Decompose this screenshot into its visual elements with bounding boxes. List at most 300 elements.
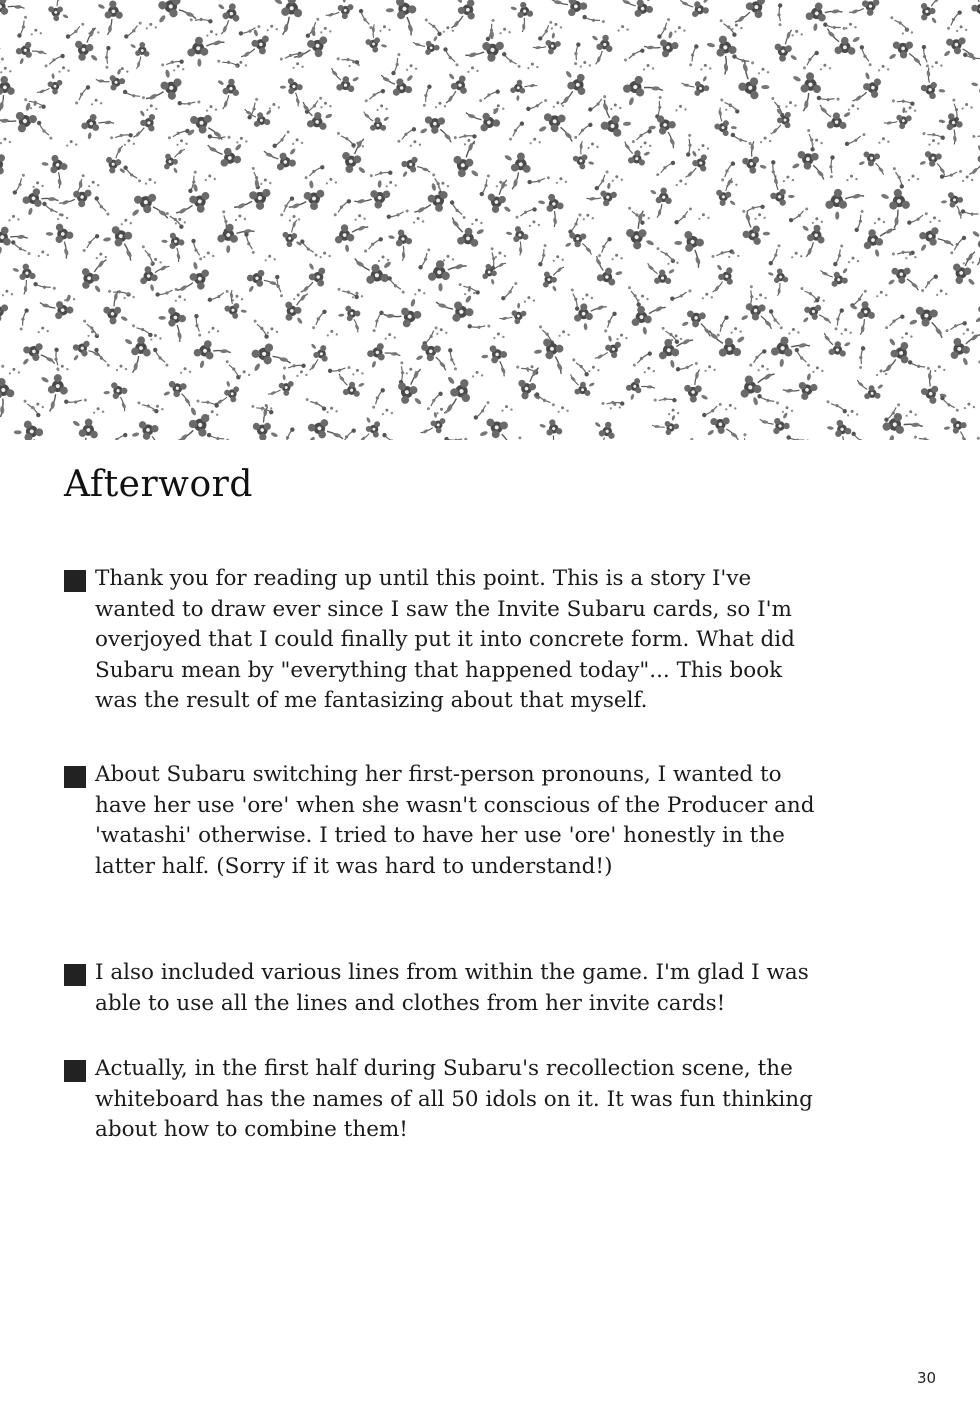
dot-motif	[146, 104, 157, 111]
flower-motif	[6, 259, 41, 295]
dot-motif	[320, 252, 331, 259]
dot-motif	[791, 252, 802, 259]
flower-motif	[705, 415, 738, 440]
flower-motif	[11, 36, 46, 70]
sprig-motif	[976, 429, 980, 440]
sprig-motif	[413, 248, 437, 270]
flower-motif	[0, 31, 1, 71]
sprig-motif	[66, 23, 85, 39]
flower-motif	[843, 296, 881, 335]
sprig-motif	[7, 173, 31, 195]
flower-motif	[735, 0, 766, 26]
flower-motif	[242, 265, 279, 299]
flower-motif	[40, 219, 81, 258]
flower-motif	[730, 60, 776, 104]
sprig-motif	[939, 163, 962, 185]
dot-motif	[146, 23, 157, 30]
sprig-motif	[304, 163, 324, 181]
dot-motif	[702, 293, 713, 300]
sprig-motif	[397, 127, 416, 143]
sprig-motif	[789, 207, 808, 224]
flower-motif	[338, 138, 374, 179]
flower-motif	[770, 30, 805, 67]
dot-motif	[9, 368, 20, 375]
dot-motif	[640, 141, 651, 148]
dot-motif	[293, 62, 304, 69]
flower-motif	[394, 369, 431, 410]
sprig-motif	[225, 360, 242, 379]
dot-motif	[31, 29, 42, 36]
flower-motif	[449, 141, 488, 184]
dot-motif	[33, 181, 44, 188]
flower-motif	[184, 112, 222, 145]
dot-motif	[529, 220, 540, 227]
dot-motif	[173, 65, 184, 72]
sprig-motif	[711, 243, 734, 265]
dot-motif	[705, 365, 716, 372]
dot-motif	[0, 67, 11, 74]
sprig-motif	[720, 18, 737, 38]
dot-motif	[756, 294, 767, 301]
sprig-motif	[624, 46, 645, 65]
sprig-motif	[786, 427, 810, 440]
dot-motif	[207, 410, 218, 417]
flower-motif	[162, 380, 193, 406]
dot-motif	[841, 328, 852, 335]
sprig-motif	[890, 13, 910, 35]
flower-motif	[98, 291, 136, 330]
dot-motif	[180, 367, 191, 374]
dot-motif	[755, 213, 766, 220]
sprig-motif	[189, 8, 213, 32]
flower-motif	[0, 290, 12, 329]
sprig-motif	[633, 351, 652, 367]
sprig-motif	[10, 15, 34, 38]
floral-pattern-graphic	[0, 0, 980, 440]
sprig-motif	[481, 247, 505, 271]
flower-motif	[304, 341, 330, 371]
flower-motif	[941, 35, 976, 65]
flower-motif	[478, 417, 516, 440]
dot-motif	[878, 137, 889, 144]
sprig-motif	[443, 47, 459, 66]
dot-motif	[725, 104, 736, 111]
flower-motif	[210, 0, 243, 34]
sprig-motif	[161, 52, 185, 75]
flower-motif	[543, 266, 564, 292]
sprig-motif	[844, 130, 865, 149]
sprig-motif	[96, 45, 120, 69]
flower-motif	[595, 333, 623, 365]
sprig-motif	[907, 209, 928, 228]
sprig-motif	[888, 167, 908, 189]
flower-motif	[622, 141, 652, 166]
sprig-motif	[560, 433, 584, 440]
sprig-motif	[913, 428, 936, 440]
dot-motif	[610, 403, 621, 410]
flower-motif	[156, 229, 190, 262]
flower-motif	[532, 189, 570, 227]
flower-motif	[620, 211, 663, 256]
flower-motif	[64, 413, 103, 440]
flower-motif	[415, 343, 448, 370]
floral-pattern-header	[0, 0, 980, 440]
dot-motif	[0, 138, 11, 145]
flower-motif	[450, 218, 486, 248]
flower-motif	[529, 335, 571, 374]
flower-motif	[680, 0, 714, 21]
sprig-motif	[442, 347, 464, 370]
flower-motif	[302, 414, 343, 440]
dot-motif	[292, 138, 303, 145]
flower-motif	[499, 298, 529, 330]
flower-motif	[177, 259, 211, 298]
dot-motif	[848, 257, 859, 264]
sprig-motif	[653, 388, 677, 412]
dot-motif	[206, 30, 217, 37]
dot-motif	[700, 64, 711, 71]
sprig-motif	[625, 286, 644, 307]
dot-motif	[908, 175, 919, 182]
sprig-motif	[626, 435, 650, 440]
dot-motif	[905, 106, 916, 113]
flower-motif	[128, 190, 168, 225]
paragraph-text: Thank you for reading up until this point. This is a story I've wanted to draw ever since I saw the Invite Subaru cards, so I'm overjoyed that I could finally put it into concrete form. What did Subaru mean by "everything that happened today"... This book was the result of me fantasizing about that myself.	[95, 566, 795, 713]
page-title: Afterword	[64, 464, 253, 505]
sprig-motif	[11, 237, 31, 259]
flower-motif	[941, 415, 974, 440]
sprig-motif	[245, 166, 267, 190]
flower-motif	[679, 369, 716, 408]
flower-motif	[801, 0, 843, 38]
sprig-motif	[856, 45, 876, 67]
dot-motif	[116, 365, 127, 372]
sprig-motif	[473, 174, 497, 197]
dot-motif	[553, 101, 564, 108]
sprig-motif	[907, 353, 930, 377]
dot-motif	[820, 64, 831, 71]
sprig-motif	[914, 44, 937, 68]
dot-motif	[731, 327, 742, 334]
dot-motif	[643, 64, 654, 71]
flower-motif	[102, 145, 132, 178]
flower-motif	[68, 337, 102, 368]
dot-motif	[524, 296, 535, 303]
sprig-motif	[850, 345, 874, 369]
sprig-motif	[110, 125, 134, 148]
flower-motif	[245, 337, 291, 380]
sprig-motif	[800, 50, 822, 69]
dot-motif	[876, 291, 887, 298]
sprig-motif	[44, 52, 65, 70]
sprig-motif	[826, 395, 848, 418]
flower-motif	[849, 0, 883, 23]
flower-motif	[656, 331, 693, 372]
dot-motif	[812, 366, 823, 373]
sprig-motif	[300, 238, 318, 258]
flower-motif	[213, 216, 255, 260]
dot-motif	[2, 290, 13, 297]
dot-motif	[551, 23, 562, 30]
dot-motif	[235, 215, 246, 222]
dot-motif	[175, 295, 186, 302]
dot-motif	[267, 25, 278, 32]
sprig-motif	[512, 436, 533, 440]
dot-motif	[758, 68, 769, 75]
sprig-motif	[238, 20, 261, 41]
dot-motif	[352, 369, 363, 376]
sprig-motif	[367, 387, 390, 409]
flower-motif	[396, 153, 430, 185]
sprig-motif	[168, 124, 191, 145]
dot-motif	[878, 65, 889, 72]
dot-motif	[265, 255, 276, 262]
flower-motif	[332, 216, 369, 256]
flower-motif	[949, 330, 980, 367]
dot-motif	[96, 253, 107, 260]
flower-motif	[740, 303, 772, 329]
dot-motif	[208, 327, 219, 334]
dot-motif	[91, 99, 102, 106]
dot-motif	[435, 102, 446, 109]
flower-motif	[886, 266, 918, 293]
flower-motif	[821, 416, 858, 440]
sprig-motif	[253, 320, 269, 339]
dot-motif	[493, 333, 504, 340]
dot-motif	[788, 328, 799, 335]
dot-motif	[406, 64, 417, 71]
sprig-motif	[763, 244, 787, 266]
dot-motif	[847, 410, 858, 417]
flower-motif	[820, 104, 852, 130]
sprig-motif	[0, 133, 9, 157]
flower-motif	[507, 74, 538, 106]
dot-motif	[558, 406, 569, 413]
sprig-motif	[563, 213, 586, 235]
dot-motif	[232, 295, 243, 302]
sprig-motif	[443, 427, 467, 440]
flower-motif	[621, 0, 658, 21]
sprig-motif	[387, 275, 405, 295]
dot-motif	[320, 102, 331, 109]
flower-motif	[538, 113, 573, 141]
dot-motif	[414, 289, 425, 296]
dot-motif	[698, 144, 709, 151]
flower-motif	[40, 287, 79, 324]
dot-motif	[176, 139, 187, 146]
sprig-motif	[632, 127, 652, 145]
dot-motif	[296, 370, 307, 377]
dot-motif	[587, 143, 598, 150]
flower-motif	[964, 224, 980, 265]
dot-motif	[8, 215, 19, 222]
dot-motif	[725, 404, 736, 411]
square-bullet-icon	[64, 1060, 86, 1082]
flower-motif	[949, 251, 980, 289]
sprig-motif	[502, 49, 521, 71]
sprig-motif	[305, 393, 327, 416]
sprig-motif	[42, 198, 62, 220]
dot-motif	[386, 181, 397, 188]
dot-motif	[57, 214, 68, 221]
dot-motif	[582, 294, 593, 301]
flower-motif	[0, 149, 5, 181]
flower-motif	[857, 377, 885, 400]
sprig-motif	[515, 203, 537, 223]
sprig-motif	[336, 48, 360, 72]
flower-motif	[0, 0, 25, 30]
flower-motif	[590, 256, 626, 288]
sprig-motif	[800, 129, 822, 153]
sprig-motif	[137, 395, 159, 419]
dot-motif	[500, 28, 511, 35]
flower-motif	[300, 102, 334, 131]
dot-motif	[956, 25, 967, 32]
sprig-motif	[673, 207, 693, 224]
sprig-motif	[851, 429, 871, 440]
sprig-motif	[534, 388, 555, 411]
flower-motif	[265, 0, 308, 35]
dot-motif	[267, 327, 278, 334]
sprig-motif	[0, 356, 5, 379]
sprig-motif	[382, 429, 403, 440]
flower-motif	[759, 406, 794, 439]
sprig-motif	[742, 198, 766, 220]
sprig-motif	[922, 124, 946, 148]
dot-motif	[674, 26, 685, 33]
dot-motif	[472, 371, 483, 378]
sprig-motif	[108, 431, 128, 440]
dot-motif	[527, 63, 538, 70]
sprig-motif	[37, 121, 53, 140]
dot-motif	[929, 216, 940, 223]
flower-motif	[783, 367, 823, 407]
flower-motif	[362, 337, 400, 375]
flower-motif	[438, 373, 473, 414]
flower-motif	[712, 178, 742, 211]
dot-motif	[612, 175, 623, 182]
flower-motif	[973, 303, 980, 330]
dot-motif	[760, 137, 771, 144]
dot-motif	[438, 182, 449, 189]
flower-motif	[129, 419, 166, 440]
flower-motif	[680, 310, 712, 337]
dot-motif	[612, 254, 623, 261]
sprig-motif	[337, 428, 358, 440]
flower-motif	[124, 38, 154, 69]
flower-motif	[301, 263, 326, 293]
flower-motif	[735, 211, 775, 249]
sprig-motif	[730, 127, 752, 151]
flower-motif	[465, 25, 508, 71]
flower-motif	[919, 0, 943, 25]
dot-motif	[385, 333, 396, 340]
flower-motif	[643, 183, 676, 218]
dot-motif	[413, 217, 424, 224]
sprig-motif	[364, 237, 383, 253]
sprig-motif	[123, 22, 143, 39]
flower-motif	[99, 223, 140, 260]
dot-motif	[121, 219, 132, 226]
sprig-motif	[574, 123, 593, 139]
dot-motif	[382, 409, 393, 416]
flower-motif	[177, 405, 210, 440]
square-bullet-icon	[64, 964, 86, 986]
dot-motif	[846, 175, 857, 182]
dot-motif	[580, 61, 591, 68]
dot-motif	[205, 175, 216, 182]
flower-motif	[557, 68, 588, 104]
sprig-motif	[711, 315, 735, 337]
flower-motif	[234, 175, 274, 219]
flower-motif	[784, 66, 827, 111]
dot-motif	[379, 25, 390, 32]
flower-motif	[862, 221, 896, 260]
flower-motif	[207, 135, 247, 171]
sprig-motif	[308, 309, 330, 329]
flower-motif	[133, 110, 156, 138]
sprig-motif	[530, 243, 554, 267]
sprig-motif	[972, 124, 980, 148]
sprig-motif	[593, 236, 616, 257]
sprig-motif	[947, 235, 969, 254]
dot-motif	[963, 328, 974, 335]
flower-motif	[294, 25, 330, 65]
sprig-motif	[675, 356, 698, 377]
flower-motif	[441, 70, 469, 103]
flower-motif	[681, 70, 713, 101]
dot-motif	[758, 365, 769, 372]
sprig-motif	[419, 326, 441, 346]
sprig-motif	[717, 161, 740, 182]
flower-motif	[821, 180, 864, 226]
sprig-motif	[415, 84, 439, 108]
sprig-motif	[389, 361, 413, 385]
flower-motif	[822, 333, 851, 357]
afterword-paragraph	[64, 760, 824, 882]
sprig-motif	[940, 393, 959, 415]
dot-motif	[239, 370, 250, 377]
sprig-motif	[207, 286, 229, 306]
flower-motif	[762, 264, 793, 296]
sprig-motif	[365, 86, 386, 104]
flower-motif	[669, 227, 713, 268]
flower-motif	[335, 303, 367, 332]
flower-motif	[164, 148, 185, 174]
sprig-motif	[277, 427, 301, 440]
sprig-motif	[122, 83, 145, 107]
sprig-motif	[206, 425, 230, 440]
sprig-motif	[794, 348, 810, 367]
paragraph-text: Actually, in the first half during Subaru's recollection scene, the whiteboard has the names of all 50 idols on it. It was fun thinking about how to combine them!	[95, 1056, 813, 1142]
flower-motif	[791, 150, 826, 179]
dot-motif	[588, 366, 599, 373]
dot-motif	[320, 27, 331, 34]
sprig-motif	[885, 313, 905, 330]
flower-motif	[699, 30, 744, 75]
sprig-motif	[601, 391, 625, 415]
flower-motif	[380, 0, 425, 36]
sprig-motif	[268, 274, 290, 298]
sprig-motif	[32, 274, 56, 298]
sprig-motif	[827, 307, 851, 330]
dot-motif	[934, 365, 945, 372]
sprig-motif	[155, 281, 178, 303]
flower-motif	[565, 232, 593, 254]
dot-motif	[936, 289, 947, 296]
sprig-motif	[769, 97, 787, 118]
flower-motif	[424, 252, 467, 298]
